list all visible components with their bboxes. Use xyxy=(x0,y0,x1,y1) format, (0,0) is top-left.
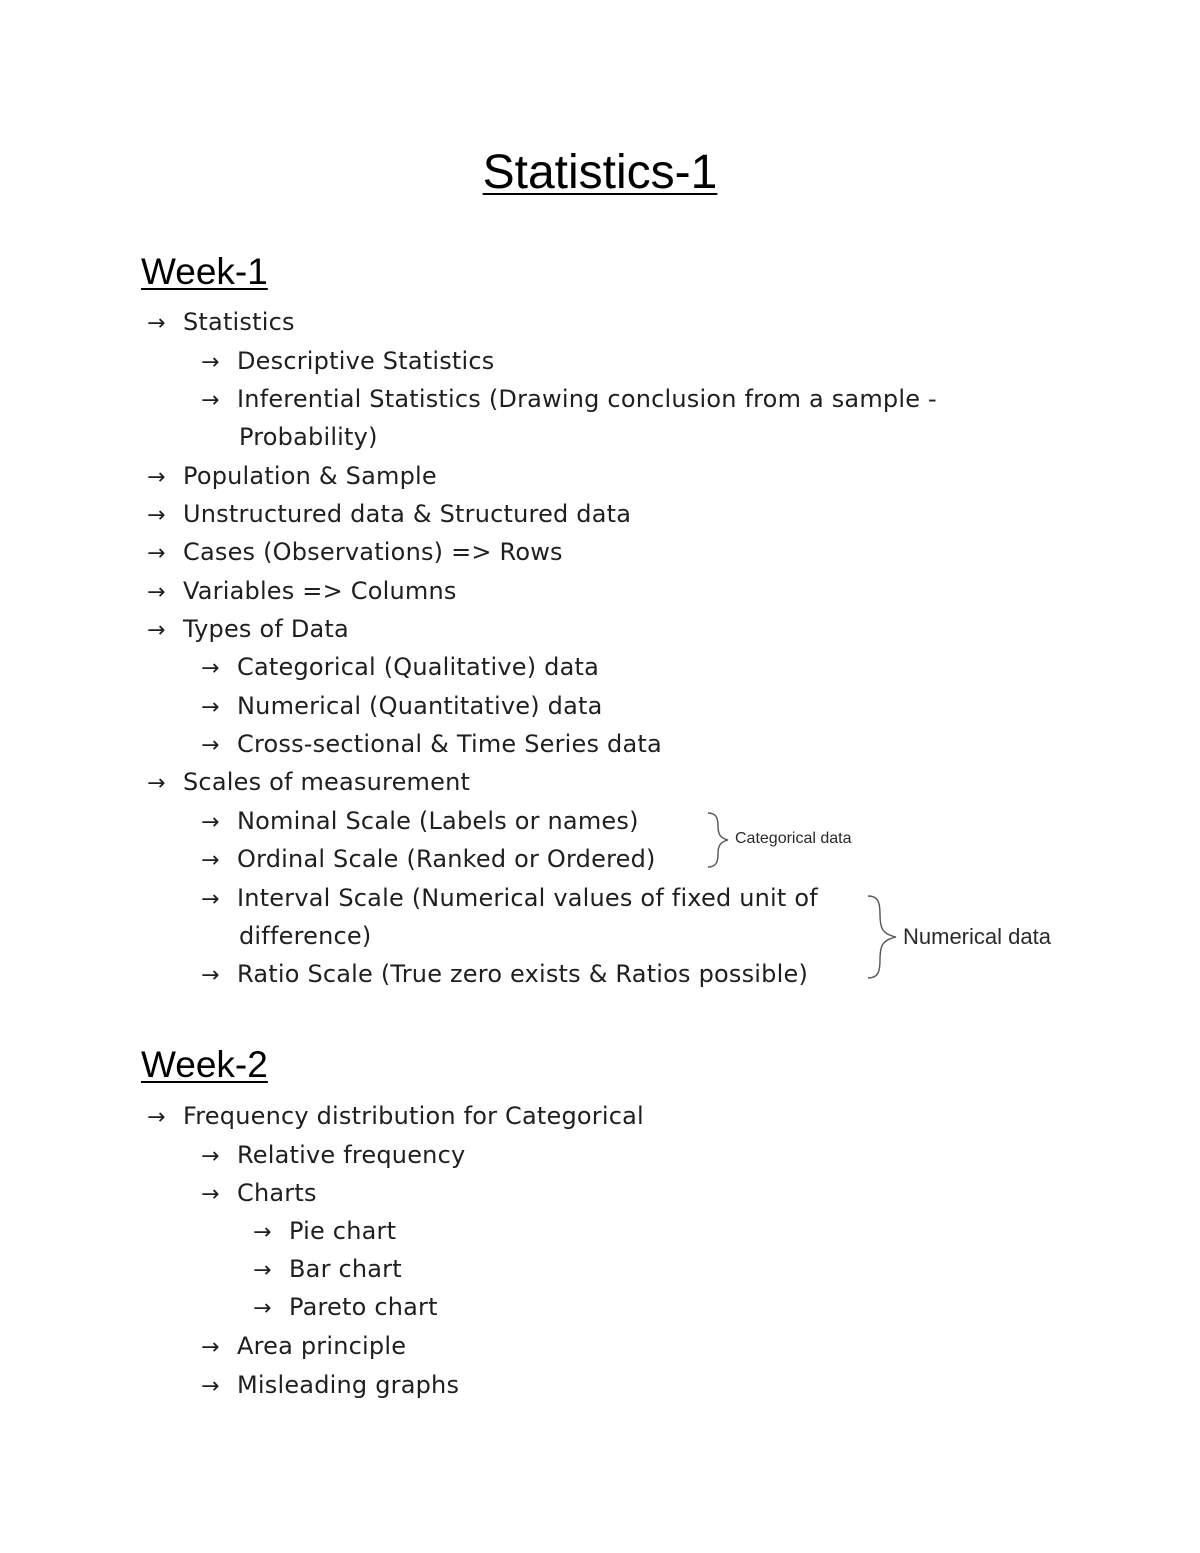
list-item: → Categorical (Qualitative) data xyxy=(201,648,599,688)
arrow-icon: → xyxy=(147,311,166,336)
list-item: → Frequency distribution for Categorical xyxy=(147,1097,644,1137)
list-item: → Population & Sample xyxy=(147,457,437,497)
categorical-brace-icon xyxy=(702,810,736,870)
list-item: → Area principle xyxy=(201,1327,406,1367)
list-item: → Numerical (Quantitative) data xyxy=(201,687,603,727)
numerical-brace-icon xyxy=(864,892,904,982)
arrow-icon: → xyxy=(201,656,220,681)
list-item: → Nominal Scale (Labels or names) xyxy=(201,802,639,842)
arrow-icon: → xyxy=(147,771,166,796)
arrow-icon: → xyxy=(253,1296,272,1321)
week-1-heading: Week-1 xyxy=(141,251,268,292)
arrow-icon: → xyxy=(201,963,220,988)
list-item: → Relative frequency xyxy=(201,1136,465,1176)
arrow-icon: → xyxy=(201,810,220,835)
numerical-data-annotation: Numerical data xyxy=(903,924,1051,949)
arrow-icon: → xyxy=(201,388,220,413)
list-item: → Misleading graphs xyxy=(201,1366,459,1406)
categorical-data-annotation: Categorical data xyxy=(735,830,852,847)
list-item: → Ordinal Scale (Ranked or Ordered) xyxy=(201,840,656,880)
arrow-icon: → xyxy=(201,1182,220,1207)
arrow-icon: → xyxy=(147,580,166,605)
arrow-icon: → xyxy=(253,1220,272,1245)
list-item: → Descriptive Statistics xyxy=(201,342,495,382)
list-item: → Charts xyxy=(201,1174,317,1214)
arrow-icon: → xyxy=(201,1374,220,1399)
arrow-icon: → xyxy=(201,733,220,758)
list-item: → Pie chart xyxy=(253,1212,396,1252)
list-item: → Interval Scale (Numerical values of fixed unit of xyxy=(201,879,818,919)
page-title: Statistics-1 xyxy=(482,146,718,199)
arrow-icon: → xyxy=(201,350,220,375)
arrow-icon: → xyxy=(201,1335,220,1360)
arrow-icon: → xyxy=(147,1105,166,1130)
list-item-continuation: Probability) xyxy=(239,423,378,451)
arrow-icon: → xyxy=(201,1144,220,1169)
arrow-icon: → xyxy=(147,465,166,490)
list-item: → Unstructured data & Structured data xyxy=(147,495,631,535)
list-item-continuation: difference) xyxy=(239,922,372,950)
list-item: → Types of Data xyxy=(147,610,349,650)
list-item: → Scales of measurement xyxy=(147,763,470,803)
arrow-icon: → xyxy=(147,541,166,566)
list-item: → Bar chart xyxy=(253,1250,402,1290)
list-item: → Pareto chart xyxy=(253,1288,438,1328)
list-item: → Statistics xyxy=(147,303,295,343)
arrow-icon: → xyxy=(147,503,166,528)
list-item: → Cases (Observations) => Rows xyxy=(147,533,563,573)
list-item: → Inferential Statistics (Drawing conclusion from a sample - xyxy=(201,380,937,420)
list-item: → Variables => Columns xyxy=(147,572,457,612)
list-item: → Cross-sectional & Time Series data xyxy=(201,725,662,765)
arrow-icon: → xyxy=(201,695,220,720)
arrow-icon: → xyxy=(253,1258,272,1283)
arrow-icon: → xyxy=(201,848,220,873)
week-2-heading: Week-2 xyxy=(141,1044,268,1085)
list-item: → Ratio Scale (True zero exists & Ratios possible) xyxy=(201,955,808,995)
arrow-icon: → xyxy=(201,887,220,912)
arrow-icon: → xyxy=(147,618,166,643)
